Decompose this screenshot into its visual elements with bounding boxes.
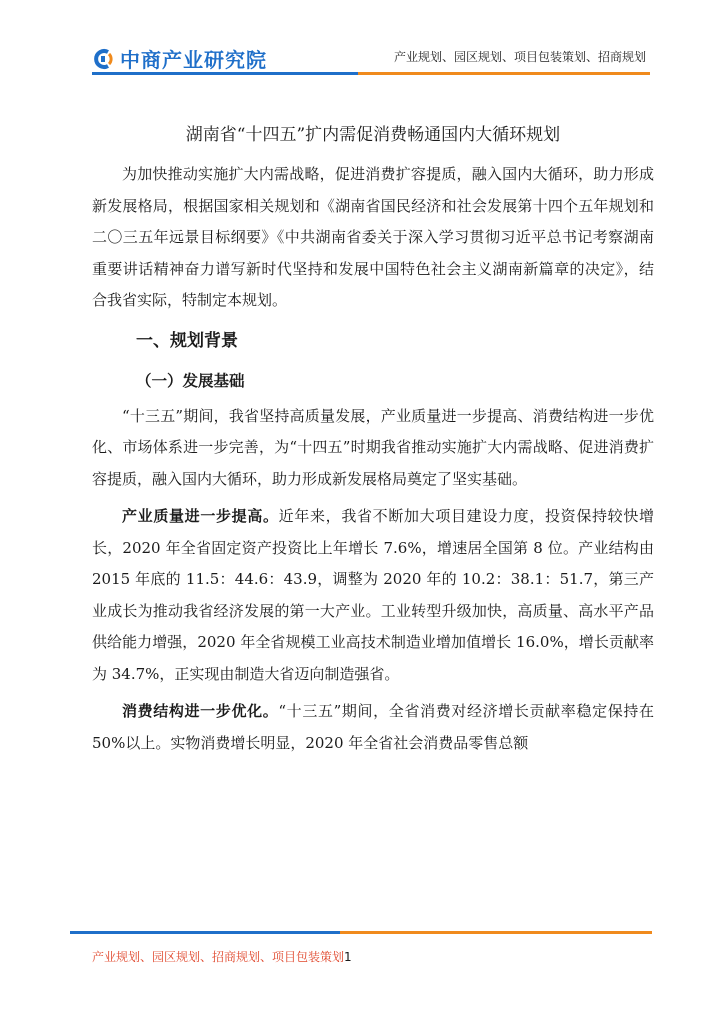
page-footer: [92, 948, 352, 965]
brand-logo[interactable]: [92, 44, 267, 73]
basis-paragraph: “十三五”期间，我省坚持高质量发展，产业质量进一步提高、消费结构进一步优化、市场体系进一步完善，为“十四五”时期我省推动实施扩大内需战略、促进消费扩容提质，融入国内大循环，助力形成新发展格局奠定了坚实基础。: [92, 406, 654, 488]
footer-divider-orange: [340, 931, 652, 934]
subsection-heading: （一）发展基础: [136, 370, 245, 390]
logo-text: 中商产业研究院: [120, 48, 267, 72]
intro-paragraph: 为加快推动实施扩大内需战略，促进消费扩容提质，融入国内大循环，助力形成新发展格局，根据国家相关规划和《湖南省国民经济和社会发展第十四个五年规划和二〇三五年远景目标纲要》《中共湖南省委关于深入学习贯彻习近平总书记考察湖南重要讲话精神奋力谱写新时代坚持和发展中国特色社会主义湖南新篇章的决定》，结合我省实际，特制定本规划。: [92, 165, 654, 309]
section-heading: 一、规划背景: [136, 330, 238, 351]
industry-paragraph: [92, 501, 654, 690]
consumption-paragraph: [92, 696, 654, 759]
header-slogan: 产业规划、园区规划、项目包装策划、招商规划: [393, 50, 646, 64]
header-divider-orange: [358, 72, 650, 75]
header-divider-blue: [92, 72, 358, 75]
consumption-lead: 消费结构进一步优化。: [122, 702, 279, 720]
ring-logo-icon: [92, 48, 114, 70]
page-number: 1: [344, 950, 352, 964]
footer-slogan: 产业规划、园区规划、招商规划、项目包装策划: [92, 950, 345, 964]
document-title: 湖南省“十四五”扩内需促消费畅通国内大循环规划: [185, 125, 561, 145]
industry-body: 近年来，我省不断加大项目建设力度，投资保持较快增长，2020 年全省固定资产投资比上年增长 7.6%，增速居全国第 8 位。产业结构由 2015 年底的 11.5：44.6：43.9，调整为 2020 年的 10.2：38.1：51.7，第三产业成长为推动我省经济发展的第一大产业。工业转型升级加快，高质量、高水平产品供给能力增强，2020 年全省规模工业高技术制造业增加值增长 16.0%，增长贡献率为 34.7%，正实现由制造大省迈向制造强省。: [92, 507, 654, 683]
footer-divider-blue: [70, 931, 340, 934]
consumption-body: “十三五”期间，全省消费对经济增长贡献率稳定保持在 50%以上。实物消费增长明显，2020 年全省社会消费品零售总额: [92, 702, 654, 752]
page-header: [0, 0, 724, 90]
industry-lead: 产业质量进一步提高。: [122, 507, 279, 525]
document-body: [92, 120, 654, 759]
